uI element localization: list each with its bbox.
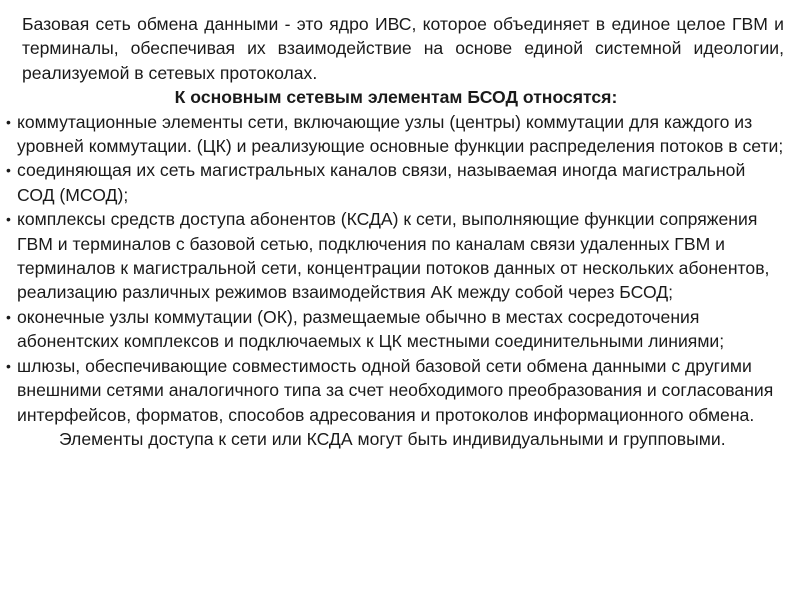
list-item [8, 207, 784, 305]
list-item-text: коммутационные элементы сети, включающие узлы (центры) коммутации для каждого из уровней коммутации. (ЦК) и реализующие основные функции распределения потоков в сети; [17, 111, 784, 157]
section-heading: К основным сетевым элементам БСОД относятся: [174, 87, 618, 108]
list-item [8, 158, 784, 207]
list-item [8, 305, 784, 354]
list-item-text: комплексы средств доступа абонентов (КСДА) к сети, выполняющие функции сопряжения ГВМ и терминалов с базовой сетью, подключения по каналам связи удаленных ГВМ и терминалов к магистральной сети, концентрации потоков данных от нескольких абонентов, реализацию различных режимов взаимодействия АК между собой через БСОД; [17, 209, 770, 303]
bullet-icon: • [6, 308, 11, 325]
bullet-icon: • [6, 357, 11, 374]
elements-list [8, 110, 784, 427]
list-item [8, 110, 784, 159]
list-item-text: шлюзы, обеспечивающие совместимость одной базовой сети обмена данными с другими внешними сетями аналогичного типа за счет необходимого преобразования и согласования интерфейсов, форматов, способов адресования и протоколов информационного обмена. [17, 355, 774, 425]
bullet-icon: • [6, 162, 11, 179]
bullet-icon: • [6, 211, 11, 228]
list-item [8, 354, 784, 427]
list-item-text: оконечные узлы коммутации (ОК), размещаемые обычно в местах сосредоточения абонентских комплексов и подключаемых к ЦК местными соединительными линиями; [17, 306, 725, 352]
conclusion-paragraph: Элементы доступа к сети или КСДА могут быть индивидуальными и групповыми. [59, 428, 726, 449]
intro-paragraph: Базовая сеть обмена данными - это ядро ИВС, которое объединяет в единое целое ГВМ и терминалы, обеспечивая их взаимодействие на основе единой системной идеологии, реализуемой в сетевых протоколах. [22, 14, 784, 83]
list-item-text: соединяющая их сеть магистральных каналов связи, называемая иногда магистральной СОД (МСОД); [17, 160, 746, 205]
slide-content [8, 12, 784, 451]
bullet-icon: • [6, 113, 11, 130]
